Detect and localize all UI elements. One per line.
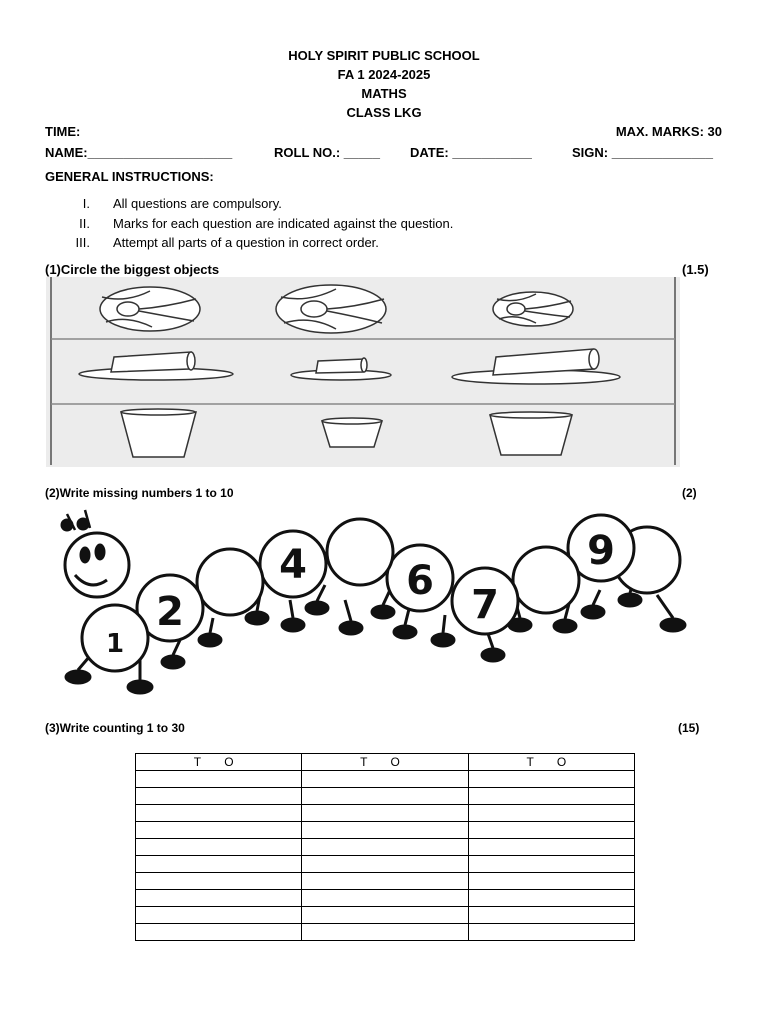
bucket-icon[interactable] [322,418,382,447]
answer-cell[interactable] [136,890,302,907]
caterpillar-picture [45,500,705,700]
answer-cell[interactable] [468,822,634,839]
question-2-marks: (2) [682,486,697,500]
answer-cell[interactable] [302,856,468,873]
name-field: NAME:____________________ [45,145,233,160]
table-row [136,907,635,924]
date-field: DATE: ___________ [410,145,532,160]
answer-cell[interactable] [136,856,302,873]
table-row [136,822,635,839]
answer-cell[interactable] [136,822,302,839]
answer-cell[interactable] [302,822,468,839]
question-1-marks: (1.5) [682,262,709,277]
column-header: T O [468,754,634,771]
answer-cell[interactable] [302,839,468,856]
counting-table [135,753,635,941]
ball-icon[interactable] [493,292,573,326]
answer-cell[interactable] [468,924,634,941]
time-field: TIME: [45,124,81,139]
bucket-icon[interactable] [121,409,196,457]
answer-cell[interactable] [302,873,468,890]
ball-icon[interactable] [276,285,386,333]
answer-cell[interactable] [468,907,634,924]
answer-cell[interactable] [468,771,634,788]
caterpillar-number: 1 [105,629,125,659]
table-row [136,839,635,856]
answer-cell[interactable] [468,873,634,890]
table-row [136,890,635,907]
question-1-title: (1)Circle the biggest objects [45,262,220,277]
instructions-heading: GENERAL INSTRUCTIONS: [45,169,214,184]
bucket-icon[interactable] [490,412,572,455]
answer-cell[interactable] [136,788,302,805]
table-row [136,856,635,873]
answer-cell[interactable] [468,839,634,856]
column-header: T O [302,754,468,771]
caterpillar-number: 7 [471,582,499,628]
answer-cell[interactable] [302,805,468,822]
max-marks: MAX. MARKS: 30 [615,124,722,139]
answer-cell[interactable] [468,788,634,805]
caterpillar-number: 2 [156,589,184,635]
question-3-title: (3)Write counting 1 to 30 [45,721,185,735]
question-3-marks: (15) [678,721,700,735]
school-name: HOLY SPIRIT PUBLIC SCHOOL [288,48,480,63]
answer-cell[interactable] [468,890,634,907]
table-row [136,924,635,941]
answer-cell[interactable] [136,839,302,856]
answer-cell[interactable] [302,788,468,805]
answer-cell[interactable] [136,924,302,941]
answer-cell[interactable] [136,771,302,788]
ball-icon[interactable] [100,287,200,331]
caterpillar-number: 9 [587,528,615,574]
question-2-title: (2)Write missing numbers 1 to 10 [45,486,234,500]
answer-cell[interactable] [136,805,302,822]
class-name: CLASS LKG [346,105,422,120]
answer-cell[interactable] [136,907,302,924]
table-header-row [136,754,635,771]
answer-cell[interactable] [302,907,468,924]
answer-cell[interactable] [468,805,634,822]
answer-cell[interactable] [136,873,302,890]
answer-cell[interactable] [468,856,634,873]
exam-name: FA 1 2024-2025 [337,67,431,82]
sign-field: SIGN: ______________ [572,145,713,160]
answer-cell[interactable] [302,924,468,941]
table-row [136,805,635,822]
table-row [136,771,635,788]
column-header: T O [136,754,302,771]
answer-cell[interactable] [302,771,468,788]
table-row [136,873,635,890]
caterpillar-number: 6 [406,558,434,604]
size-comparison-picture [46,277,680,467]
table-row [136,788,635,805]
caterpillar-number: 4 [279,542,307,588]
subject-name: MATHS [361,86,407,101]
roll-no-field: ROLL NO.: _____ [274,145,380,160]
answer-cell[interactable] [302,890,468,907]
